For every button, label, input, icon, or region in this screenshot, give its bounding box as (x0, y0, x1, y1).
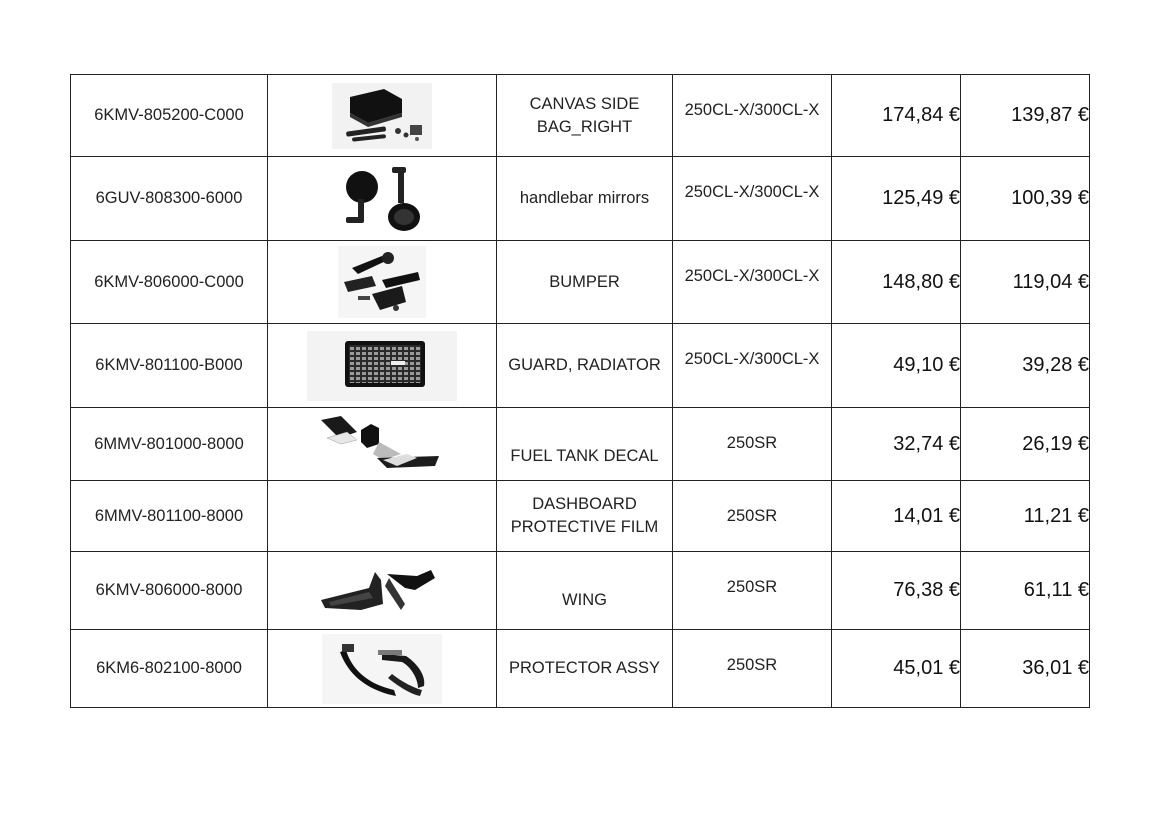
part-description: handlebar mirrors (497, 157, 673, 241)
price-list: 32,74 € (832, 408, 961, 481)
part-image-cell (268, 630, 497, 708)
price-list: 148,80 € (832, 241, 961, 324)
part-model: 250SR (673, 408, 832, 481)
table-row (71, 157, 1090, 241)
part-description: FUEL TANK DECAL (497, 408, 673, 481)
price-discount: 39,28 € (961, 324, 1090, 408)
table-row (71, 481, 1090, 552)
part-model: 250CL-X/300CL-X (673, 324, 832, 408)
part-code: 6MMV-801100-8000 (71, 481, 268, 552)
part-description: DASHBOARD PROTECTIVE FILM (497, 481, 673, 552)
table-row (71, 241, 1090, 324)
table-row (71, 324, 1090, 408)
part-description: GUARD, RADIATOR (497, 324, 673, 408)
part-model: 250SR (673, 552, 832, 630)
part-description: CANVAS SIDE BAG_RIGHT (497, 75, 673, 157)
part-code: 6KMV-801100-B000 (71, 324, 268, 408)
canvas-side-bag-icon (322, 83, 442, 149)
handlebar-mirrors-icon (332, 163, 432, 235)
part-description: WING (497, 552, 673, 630)
part-model: 250CL-X/300CL-X (673, 157, 832, 241)
price-discount: 100,39 € (961, 157, 1090, 241)
part-model: 250CL-X/300CL-X (673, 241, 832, 324)
parts-price-table (70, 74, 1090, 708)
part-image-cell (268, 552, 497, 630)
price-discount: 26,19 € (961, 408, 1090, 481)
price-list: 174,84 € (832, 75, 961, 157)
part-image-cell (268, 481, 497, 552)
part-image-cell (268, 75, 497, 157)
price-discount: 36,01 € (961, 630, 1090, 708)
part-code: 6GUV-808300-6000 (71, 157, 268, 241)
part-model: 250SR (673, 481, 832, 552)
price-list: 49,10 € (832, 324, 961, 408)
price-list: 125,49 € (832, 157, 961, 241)
wing-icon (317, 566, 447, 616)
price-discount: 119,04 € (961, 241, 1090, 324)
part-code: 6MMV-801000-8000 (71, 408, 268, 481)
part-code: 6KMV-806000-C000 (71, 241, 268, 324)
price-discount: 11,21 € (961, 481, 1090, 552)
part-code: 6KM6-802100-8000 (71, 630, 268, 708)
table-row (71, 630, 1090, 708)
part-image-cell (268, 324, 497, 408)
part-image-cell (268, 408, 497, 481)
part-description: PROTECTOR ASSY (497, 630, 673, 708)
part-image-cell (268, 241, 497, 324)
price-list: 14,01 € (832, 481, 961, 552)
fuel-tank-decal-icon (317, 414, 447, 474)
price-list: 45,01 € (832, 630, 961, 708)
protector-assy-icon (322, 634, 442, 704)
bumper-icon (332, 246, 432, 318)
part-description: BUMPER (497, 241, 673, 324)
part-code: 6KMV-805200-C000 (71, 75, 268, 157)
price-discount: 61,11 € (961, 552, 1090, 630)
table-row (71, 408, 1090, 481)
radiator-guard-icon (307, 331, 457, 401)
table-row (71, 75, 1090, 157)
part-image-cell (268, 157, 497, 241)
table-row (71, 552, 1090, 630)
price-discount: 139,87 € (961, 75, 1090, 157)
part-model: 250CL-X/300CL-X (673, 75, 832, 157)
part-model: 250SR (673, 630, 832, 708)
price-list: 76,38 € (832, 552, 961, 630)
part-code: 6KMV-806000-8000 (71, 552, 268, 630)
